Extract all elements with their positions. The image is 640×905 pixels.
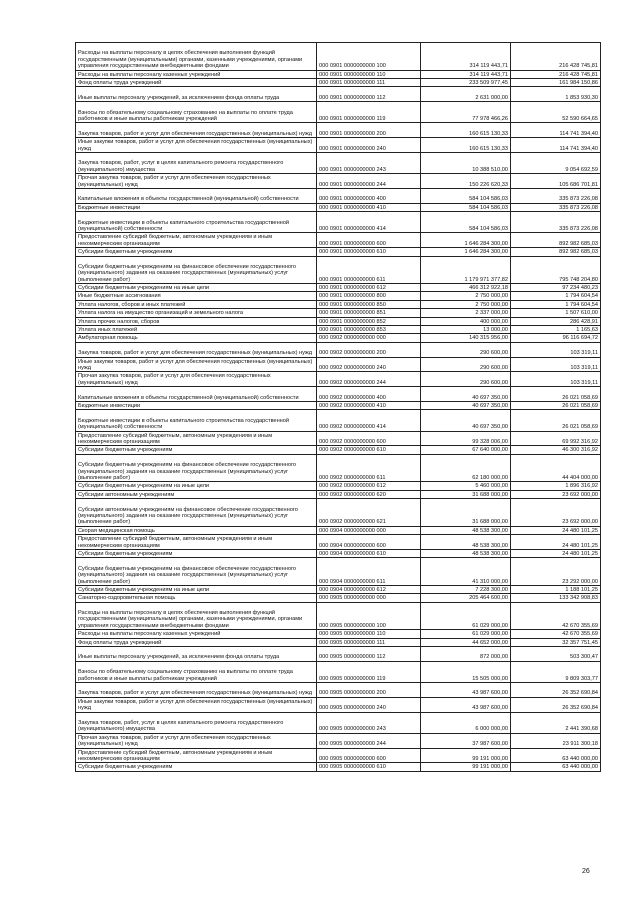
row-name-cell: Предоставление субсидий бюджетным, автономным учреждениям и иным некоммерческим организациям [76,535,317,550]
row-plan-cell: 400 000,00 [421,317,511,325]
row-plan-cell: 160 615 130,33 [421,123,511,138]
table-row [76,482,601,490]
row-plan-cell: 61 029 000,00 [421,630,511,638]
row-name-cell: Субсидии бюджетным учреждениям на иные цели [76,482,317,490]
table-row [76,661,601,682]
row-code-cell: 000 0901 0000000000 244 [317,174,421,189]
row-name-cell: Субсидии автономным учреждениям на финансовое обеспечение государственного (муниципального) задания на оказание государственных (муниципальных) услуг (выполнение работ) [76,499,317,527]
table-row [76,387,601,402]
row-plan-cell: 150 226 620,33 [421,174,511,189]
row-code-cell: 000 0905 0000000000 111 [317,638,421,646]
row-name-cell: Субсидии бюджетным учреждениям на финансовое обеспечение государственного (муниципального) задания на оказание государственных (муниципальных) услуг (выполнение работ) [76,558,317,586]
row-fact-cell: 24 480 101,25 [511,526,601,534]
row-fact-cell: 1 794 604,54 [511,292,601,300]
row-fact-cell: 105 686 701,81 [511,174,601,189]
row-code-cell: 000 0902 0000000000 400 [317,387,421,402]
row-code-cell: 000 0905 0000000000 243 [317,712,421,733]
table-row [76,454,601,482]
table-row [76,248,601,256]
row-name-cell: Взносы по обязательному социальному страхованию на выплаты по оплате труда работников и иные выплаты работникам учреждений [76,102,317,123]
budget-expenditure-table [75,42,601,772]
row-name-cell: Уплата налога на имущество организаций и земельного налога [76,309,317,317]
row-code-cell: 000 0901 0000000000 853 [317,326,421,334]
table-row [76,431,601,446]
row-code-cell: 000 0901 0000000000 240 [317,138,421,153]
row-fact-cell: 216 428 745,81 [511,43,601,71]
row-fact-cell: 32 357 751,45 [511,638,601,646]
row-fact-cell: 103 319,11 [511,342,601,357]
row-code-cell: 000 0902 0000000000 240 [317,357,421,372]
row-code-cell: 000 0905 0000000000 110 [317,630,421,638]
row-fact-cell: 23 292 000,00 [511,558,601,586]
row-name-cell: Бюджетные инвестиции в объекты капитального строительства государственной (муниципальной) собственности [76,212,317,233]
row-code-cell: 000 0901 0000000000 119 [317,102,421,123]
row-plan-cell: 140 315 956,00 [421,334,511,342]
row-plan-cell: 5 460 000,00 [421,482,511,490]
row-name-cell: Иные выплаты персоналу учреждений, за исключением фонда оплаты труда [76,87,317,102]
row-code-cell: 000 0902 0000000000 621 [317,499,421,527]
row-plan-cell: 67 640 000,00 [421,446,511,454]
row-code-cell: 000 0902 0000000000 620 [317,490,421,498]
row-name-cell: Фонд оплаты труда учреждений [76,638,317,646]
table-row [76,535,601,550]
row-plan-cell: 290 600,00 [421,357,511,372]
table-row [76,410,601,431]
row-plan-cell: 40 697 350,00 [421,387,511,402]
row-code-cell: 000 0901 0000000000 610 [317,248,421,256]
row-fact-cell: 795 748 204,80 [511,256,601,284]
row-fact-cell: 114 741 394,40 [511,123,601,138]
row-name-cell: Расходы на выплаты персоналу казенных учреждений [76,630,317,638]
row-fact-cell: 892 982 685,03 [511,248,601,256]
row-fact-cell: 1 896 316,92 [511,482,601,490]
row-fact-cell: 26 352 690,84 [511,683,601,698]
table-row [76,334,601,342]
row-name-cell: Санаторно-оздоровительная помощь [76,594,317,602]
table-row [76,300,601,308]
row-code-cell: 000 0901 0000000000 243 [317,152,421,173]
row-fact-cell: 42 670 355,69 [511,630,601,638]
row-fact-cell: 503 300,47 [511,647,601,662]
row-code-cell: 000 0901 0000000000 200 [317,123,421,138]
row-name-cell: Взносы по обязательному социальному страхованию на выплаты по оплате труда работников и иные выплаты работникам учреждений [76,661,317,682]
table-row [76,763,601,771]
row-plan-cell: 41 310 000,00 [421,558,511,586]
row-plan-cell: 15 505 000,00 [421,661,511,682]
row-code-cell: 000 0904 0000000000 612 [317,585,421,593]
row-plan-cell: 1 646 284 300,00 [421,248,511,256]
row-plan-cell: 40 697 350,00 [421,402,511,410]
row-code-cell: 000 0902 0000000000 410 [317,402,421,410]
row-code-cell: 000 0904 0000000000 600 [317,535,421,550]
row-plan-cell: 1 179 971 377,82 [421,256,511,284]
row-fact-cell: 1 794 604,54 [511,300,601,308]
row-name-cell: Иные бюджетные ассигнования [76,292,317,300]
table-row [76,256,601,284]
row-code-cell: 000 0901 0000000000 100 [317,43,421,71]
row-plan-cell: 6 000 000,00 [421,712,511,733]
table-row [76,70,601,78]
table-row [76,402,601,410]
row-code-cell: 000 0902 0000000000 612 [317,482,421,490]
row-fact-cell: 1 165,63 [511,326,601,334]
row-code-cell: 000 0901 0000000000 410 [317,203,421,211]
row-name-cell: Субсидии бюджетным учреждениям [76,549,317,557]
row-plan-cell: 205 464 600,00 [421,594,511,602]
row-fact-cell: 1 188 101,25 [511,585,601,593]
row-plan-cell: 99 191 000,00 [421,763,511,771]
row-code-cell: 000 0901 0000000000 611 [317,256,421,284]
table-row [76,446,601,454]
table-row [76,123,601,138]
table-row [76,292,601,300]
row-plan-cell: 2 337 000,00 [421,309,511,317]
row-name-cell: Закупка товаров, работ и услуг для обеспечения государственных (муниципальных) нужд [76,342,317,357]
row-code-cell: 000 0902 0000000000 414 [317,410,421,431]
row-name-cell: Субсидии бюджетным учреждениям на финансовое обеспечение государственного (муниципального) задания на оказание государственных (муниципальных) услуг (выполнение работ) [76,256,317,284]
row-plan-cell: 160 615 130,33 [421,138,511,153]
row-plan-cell: 7 228 300,00 [421,585,511,593]
row-name-cell: Капитальные вложения в объекты государственной (муниципальной) собственности [76,188,317,203]
row-name-cell: Прочая закупка товаров, работ и услуг для обеспечения государственных (муниципальных) нужд [76,174,317,189]
row-fact-cell: 96 116 694,72 [511,334,601,342]
row-plan-cell: 40 697 350,00 [421,410,511,431]
row-name-cell: Уплата налогов, сборов и иных платежей [76,300,317,308]
row-code-cell: 000 0901 0000000000 111 [317,78,421,86]
row-code-cell: 000 0905 0000000000 112 [317,647,421,662]
row-name-cell: Предоставление субсидий бюджетным, автономным учреждениям и иным некоммерческим организациям [76,431,317,446]
row-fact-cell: 24 480 101,25 [511,549,601,557]
row-fact-cell: 9 054 692,59 [511,152,601,173]
row-fact-cell: 69 992 316,92 [511,431,601,446]
table-row [76,309,601,317]
row-fact-cell: 52 590 664,65 [511,102,601,123]
row-plan-cell: 10 388 510,00 [421,152,511,173]
row-name-cell: Бюджетные инвестиции [76,402,317,410]
row-name-cell: Субсидии бюджетным учреждениям [76,763,317,771]
row-plan-cell: 290 600,00 [421,372,511,387]
row-code-cell: 000 0901 0000000000 600 [317,233,421,248]
row-plan-cell: 43 987 600,00 [421,697,511,712]
table-row [76,233,601,248]
table-row [76,602,601,630]
row-name-cell: Закупка товаров, работ и услуг для обеспечения государственных (муниципальных) нужд [76,683,317,698]
row-plan-cell: 99 191 000,00 [421,748,511,763]
row-name-cell: Прочая закупка товаров, работ и услуг для обеспечения государственных (муниципальных) нужд [76,372,317,387]
row-code-cell: 000 0902 0000000000 600 [317,431,421,446]
row-name-cell: Расходы на выплаты персоналу в целях обеспечения выполнения функций государственными (муниципальными) органами, казенными учреждениями, органами управления государственными внебюджетными фондами [76,43,317,71]
row-plan-cell: 77 978 466,26 [421,102,511,123]
row-plan-cell: 37 987 600,00 [421,733,511,748]
row-code-cell: 000 0905 0000000000 244 [317,733,421,748]
row-code-cell: 000 0904 0000000000 000 [317,526,421,534]
row-fact-cell: 26 352 690,84 [511,697,601,712]
table-row [76,499,601,527]
table-row [76,638,601,646]
row-name-cell: Закупка товаров, работ, услуг в целях капитального ремонта государственного (муниципального) имущества [76,712,317,733]
row-plan-cell: 43 987 600,00 [421,683,511,698]
row-code-cell: 000 0901 0000000000 800 [317,292,421,300]
table-row [76,78,601,86]
row-code-cell: 000 0901 0000000000 414 [317,212,421,233]
row-fact-cell: 1 853 930,30 [511,87,601,102]
row-plan-cell: 2 750 000,00 [421,292,511,300]
row-fact-cell: 216 428 745,81 [511,70,601,78]
row-name-cell: Уплата прочих налогов, сборов [76,317,317,325]
row-code-cell: 000 0905 0000000000 119 [317,661,421,682]
table-row [76,43,601,71]
row-plan-cell: 2 631 000,00 [421,87,511,102]
row-plan-cell: 31 688 000,00 [421,490,511,498]
table-row [76,549,601,557]
row-name-cell: Субсидии бюджетным учреждениям [76,446,317,454]
table-row [76,138,601,153]
row-plan-cell: 48 538 300,00 [421,535,511,550]
row-plan-cell: 99 328 006,00 [421,431,511,446]
row-name-cell: Прочая закупка товаров, работ и услуг для обеспечения государственных (муниципальных) нужд [76,733,317,748]
table-row [76,526,601,534]
row-plan-cell: 44 652 000,00 [421,638,511,646]
row-plan-cell: 31 688 000,00 [421,499,511,527]
table-row [76,585,601,593]
row-code-cell: 000 0902 0000000000 000 [317,334,421,342]
row-name-cell: Амбулаторная помощь [76,334,317,342]
row-plan-cell: 2 750 000,00 [421,300,511,308]
row-plan-cell: 48 538 300,00 [421,526,511,534]
row-name-cell: Субсидии бюджетным учреждениям на иные цели [76,585,317,593]
row-fact-cell: 335 873 226,08 [511,212,601,233]
row-plan-cell: 233 509 977,45 [421,78,511,86]
table-row [76,748,601,763]
row-name-cell: Закупка товаров, работ, услуг в целях капитального ремонта государственного (муниципального) имущества [76,152,317,173]
table-row [76,594,601,602]
row-code-cell: 000 0901 0000000000 400 [317,188,421,203]
table-row [76,203,601,211]
row-fact-cell: 42 670 355,69 [511,602,601,630]
row-name-cell: Субсидии бюджетным учреждениям на финансовое обеспечение государственного (муниципального) задания на оказание государственных (муниципальных) услуг (выполнение работ) [76,454,317,482]
row-plan-cell: 314 119 443,71 [421,70,511,78]
row-name-cell: Субсидии бюджетным учреждениям [76,248,317,256]
table-row [76,284,601,292]
row-plan-cell: 62 180 000,00 [421,454,511,482]
row-plan-cell: 314 119 443,71 [421,43,511,71]
page-number: 26 [582,868,590,875]
row-code-cell: 000 0901 0000000000 112 [317,87,421,102]
row-plan-cell: 466 312 922,18 [421,284,511,292]
row-code-cell: 000 0905 0000000000 240 [317,697,421,712]
row-fact-cell: 286 428,91 [511,317,601,325]
row-name-cell: Закупка товаров, работ и услуг для обеспечения государственных (муниципальных) нужд [76,123,317,138]
row-plan-cell: 1 646 284 300,00 [421,233,511,248]
table-row [76,212,601,233]
table-row [76,188,601,203]
row-name-cell: Расходы на выплаты персоналу в целях обеспечения выполнения функций государственными (муниципальными) органами, казенными учреждениями, органами управления государственными внебюджетными фондами [76,602,317,630]
row-plan-cell: 13 000,00 [421,326,511,334]
row-code-cell: 000 0902 0000000000 200 [317,342,421,357]
table-row [76,152,601,173]
row-name-cell: Расходы на выплаты персоналу казенных учреждений [76,70,317,78]
row-plan-cell: 584 104 586,03 [421,188,511,203]
row-code-cell: 000 0904 0000000000 610 [317,549,421,557]
row-name-cell: Фонд оплаты труда учреждений [76,78,317,86]
row-fact-cell: 26 021 058,69 [511,402,601,410]
row-code-cell: 000 0905 0000000000 600 [317,748,421,763]
table-row [76,174,601,189]
table-row [76,357,601,372]
row-fact-cell: 26 021 058,69 [511,387,601,402]
row-name-cell: Скорая медицинская помощь [76,526,317,534]
table-row [76,558,601,586]
row-plan-cell: 48 538 300,00 [421,549,511,557]
row-fact-cell: 161 984 150,86 [511,78,601,86]
row-name-cell: Капитальные вложения в объекты государственной (муниципальной) собственности [76,387,317,402]
row-code-cell: 000 0905 0000000000 000 [317,594,421,602]
row-code-cell: 000 0901 0000000000 852 [317,317,421,325]
row-fact-cell: 103 319,11 [511,372,601,387]
row-name-cell: Предоставление субсидий бюджетным, автономным учреждениям и иным некоммерческим организациям [76,748,317,763]
row-plan-cell: 584 104 586,03 [421,203,511,211]
row-fact-cell: 97 234 480,23 [511,284,601,292]
row-fact-cell: 63 440 000,00 [511,763,601,771]
row-code-cell: 000 0901 0000000000 851 [317,309,421,317]
row-code-cell: 000 0905 0000000000 610 [317,763,421,771]
row-fact-cell: 1 507 610,00 [511,309,601,317]
row-code-cell: 000 0901 0000000000 850 [317,300,421,308]
row-fact-cell: 2 441 390,68 [511,712,601,733]
row-fact-cell: 103 319,11 [511,357,601,372]
row-fact-cell: 24 480 101,25 [511,535,601,550]
row-fact-cell: 63 440 000,00 [511,748,601,763]
row-fact-cell: 26 021 058,69 [511,410,601,431]
table-row [76,342,601,357]
table-row [76,102,601,123]
row-name-cell: Бюджетные инвестиции [76,203,317,211]
row-name-cell: Иные закупки товаров, работ и услуг для обеспечения государственных (муниципальных) нужд [76,357,317,372]
row-name-cell: Субсидии автономным учреждениям [76,490,317,498]
row-plan-cell: 584 104 586,03 [421,212,511,233]
table-row [76,683,601,698]
row-code-cell: 000 0902 0000000000 611 [317,454,421,482]
table-row [76,712,601,733]
row-fact-cell: 23 692 000,00 [511,499,601,527]
row-code-cell: 000 0902 0000000000 244 [317,372,421,387]
row-name-cell: Иные выплаты персоналу учреждений, за исключением фонда оплаты труда [76,647,317,662]
row-name-cell: Субсидии бюджетным учреждениям на иные цели [76,284,317,292]
table-row [76,630,601,638]
row-code-cell: 000 0905 0000000000 200 [317,683,421,698]
row-name-cell: Иные закупки товаров, работ и услуг для обеспечения государственных (муниципальных) нужд [76,697,317,712]
row-fact-cell: 9 809 303,77 [511,661,601,682]
row-code-cell: 000 0902 0000000000 610 [317,446,421,454]
row-fact-cell: 23 692 000,00 [511,490,601,498]
row-plan-cell: 290 600,00 [421,342,511,357]
row-fact-cell: 23 911 300,18 [511,733,601,748]
row-fact-cell: 133 342 908,83 [511,594,601,602]
row-name-cell: Уплата иных платежей [76,326,317,334]
row-fact-cell: 335 873 226,08 [511,188,601,203]
table-row [76,490,601,498]
row-fact-cell: 335 873 226,08 [511,203,601,211]
row-name-cell: Бюджетные инвестиции в объекты капитального строительства государственной (муниципальной) собственности [76,410,317,431]
row-code-cell: 000 0905 0000000000 100 [317,602,421,630]
table-row [76,647,601,662]
row-plan-cell: 872 000,00 [421,647,511,662]
table-body [76,43,601,772]
row-code-cell: 000 0904 0000000000 611 [317,558,421,586]
row-name-cell: Иные закупки товаров, работ и услуг для обеспечения государственных (муниципальных) нужд [76,138,317,153]
table-row [76,87,601,102]
table-row [76,326,601,334]
row-fact-cell: 44 404 000,00 [511,454,601,482]
row-fact-cell: 114 741 394,40 [511,138,601,153]
row-fact-cell: 46 300 316,92 [511,446,601,454]
row-code-cell: 000 0901 0000000000 612 [317,284,421,292]
row-name-cell: Предоставление субсидий бюджетным, автономным учреждениям и иным некоммерческим организациям [76,233,317,248]
table-row [76,372,601,387]
table-row [76,733,601,748]
table-row [76,317,601,325]
row-fact-cell: 892 982 685,03 [511,233,601,248]
row-code-cell: 000 0901 0000000000 110 [317,70,421,78]
table-row [76,697,601,712]
row-plan-cell: 61 029 000,00 [421,602,511,630]
